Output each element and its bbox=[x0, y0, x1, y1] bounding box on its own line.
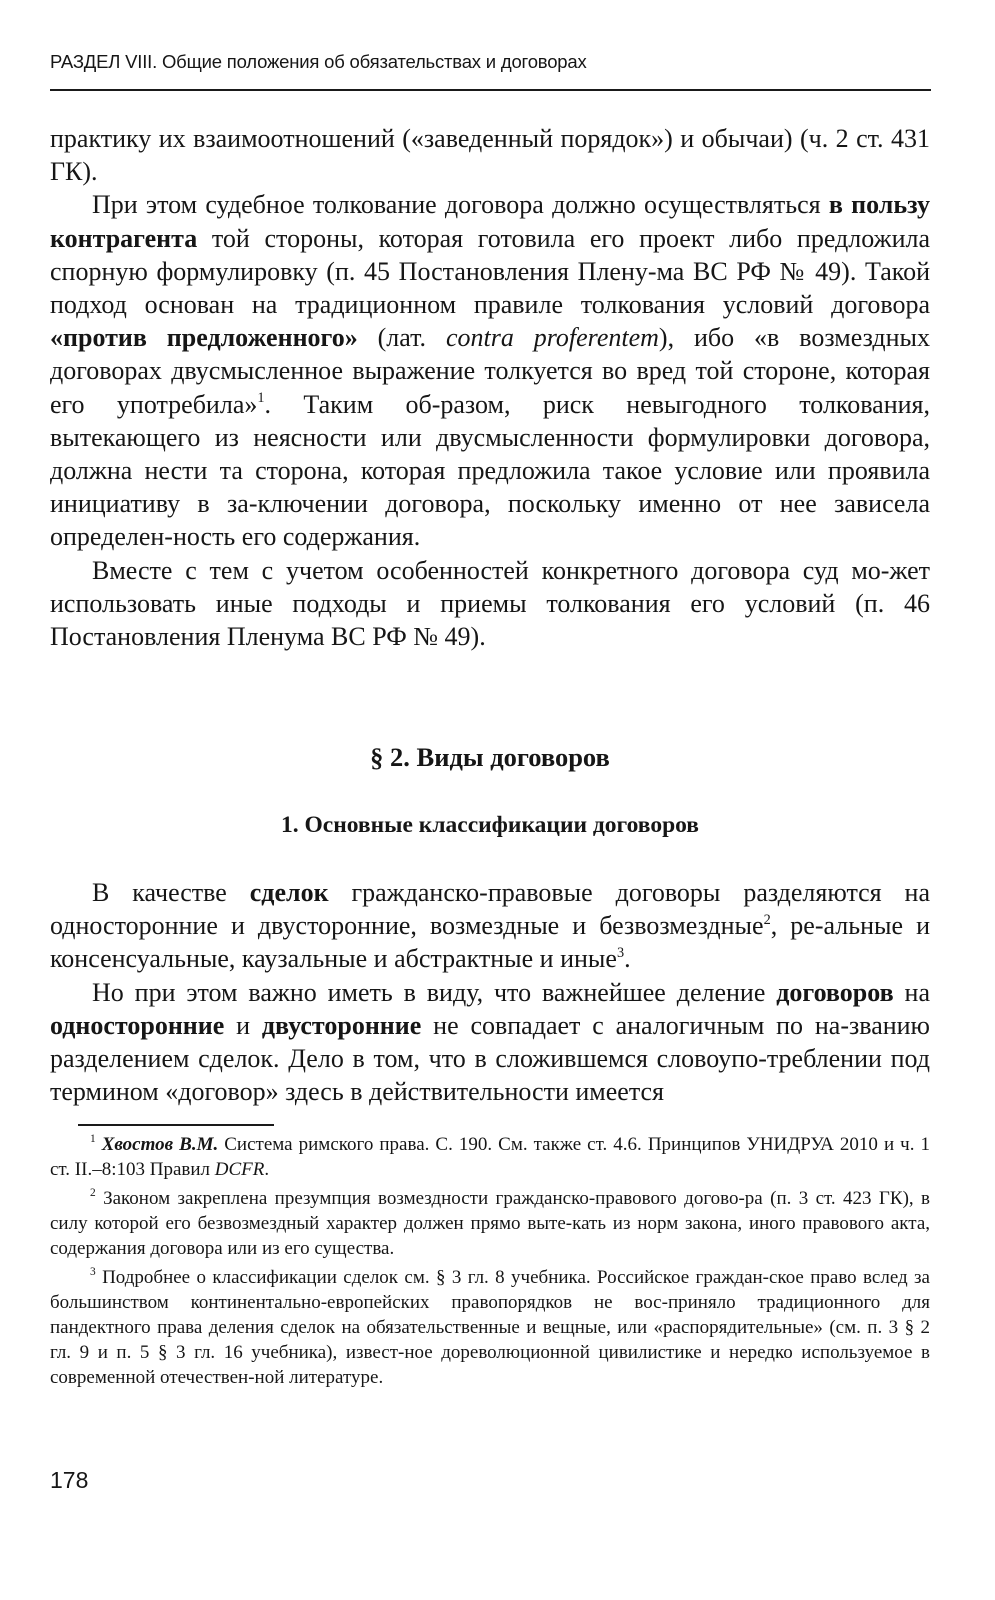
footnotes bbox=[50, 1132, 930, 1394]
text-run: В качестве bbox=[92, 878, 250, 907]
footnote-italic: DCFR bbox=[214, 1159, 265, 1180]
paragraph-4 bbox=[50, 876, 930, 976]
footnote-ref-2: 2 bbox=[763, 911, 771, 928]
text-run: Но при этом важно иметь в виду, что важнейшее деление bbox=[92, 977, 777, 1007]
footnote-1 bbox=[50, 1132, 930, 1182]
paragraph-2 bbox=[50, 188, 930, 553]
footnote-3 bbox=[50, 1265, 930, 1390]
footnote-number: 2 bbox=[90, 1186, 96, 1199]
text-run: . bbox=[624, 944, 631, 974]
bold-term: двусторонние bbox=[261, 1010, 422, 1040]
section-heading: § 2. Виды договоров bbox=[370, 742, 610, 772]
footnote-ref-3: 3 bbox=[616, 944, 625, 961]
footnote-number: 1 bbox=[90, 1132, 96, 1145]
bold-term: «против предложенного» bbox=[50, 323, 358, 353]
text-run: на bbox=[893, 977, 930, 1007]
paragraph-5 bbox=[50, 976, 930, 1109]
bold-term: в пользу контрагента bbox=[50, 190, 931, 253]
bold-term: договоров bbox=[776, 977, 894, 1007]
footnote-text: Система римского права. С. 190. См. также ст. 4.6. Принципов УНИДРУА 2010 и ч. 1 ст. II.–8:103 Правил bbox=[50, 1134, 930, 1180]
text-run: (лат. bbox=[357, 323, 446, 353]
text-run: и bbox=[224, 1010, 262, 1040]
text-run: не совпадает с аналогичным по на-званию разделением сделок. Дело в том, что в сложившемся словоупо-треблении под термином «договор» здесь в действительности имеется bbox=[50, 1010, 930, 1107]
text-run: ), ибо «в возмездных договорах двусмысленное выражение толкуется во вред той стороне, которая его употребила» bbox=[50, 323, 930, 419]
paragraph-3: Вместе с тем с учетом особенностей конкретного договора суд мо-жет использовать иные подходы и приемы толкования его условий (п. 46 Постановления Пленума ВС РФ № 49). bbox=[50, 555, 930, 652]
header-rule bbox=[50, 89, 931, 91]
footnote-text: . bbox=[264, 1159, 270, 1180]
text-run: При этом судебное толкование договора должно осуществляться bbox=[92, 190, 829, 220]
footnote-ref-1: 1 bbox=[257, 389, 265, 406]
body-text-upper bbox=[50, 122, 930, 653]
text-run: . Таким об-разом, риск невыгодного толкования, вытекающего из неясности или двусмысленности формулировки договора, должна нести та сторона, которая предложила такое условие или проявила инициативу в за-ключении договора, поскольку именно от нее зависела определен-ность его содержания. bbox=[50, 389, 930, 552]
footnote-separator bbox=[78, 1124, 274, 1126]
footnote-author: Хвостов В.М. bbox=[101, 1134, 219, 1155]
text-run: , ре-альные и консенсуальные, каузальные и абстрактные и иные bbox=[50, 911, 930, 974]
latin-term: contra proferentem bbox=[445, 323, 659, 353]
bold-term: односторонние bbox=[50, 1010, 225, 1040]
footnote-text: Законом закреплена презумпция возмездности гражданско-правового догово-ра (п. 3 ст. 423 ГК), в силу которой его безвозмездный характер должен прямо выте-кать из норм закона, иного правового акта, содержания договора или из его существа. bbox=[50, 1188, 931, 1259]
bold-term: сделок bbox=[249, 878, 329, 907]
subsection-heading: 1. Основные классификации договоров bbox=[281, 812, 699, 838]
footnote-number: 3 bbox=[90, 1265, 96, 1278]
footnote-text: Подробнее о классификации сделок см. § 3 гл. 8 учебника. Российское граждан-ское право вслед за большинством континентально-европейских правопорядков не вос-приняло традиционного для пандектного права деления сделок на обязательственные и вещные, или «распорядительные» (см. п. 3 § 2 гл. 9 и п. 5 § 3 гл. 16 учебника), извест-ное дореволюционной цивилистике и нередко используемое в современной отечествен-ной литературе. bbox=[50, 1267, 930, 1388]
footnote-2 bbox=[50, 1186, 930, 1261]
body-text-lower bbox=[50, 876, 930, 1108]
text-run: гражданско-правовые договоры разделяются на односторонние и двусторонние, возмездные и безвозмездные bbox=[50, 878, 930, 941]
paragraph-1: практику их взаимоотношений («заведенный порядок») и обычаи) (ч. 2 ст. 431 ГК). bbox=[50, 124, 930, 187]
text-run: той стороны, которая готовила его проект либо предложила спорную формулировку (п. 45 Постановления Плену-ма ВС РФ № 49). Такой подход основан на традиционном правиле толкования условий договора bbox=[50, 223, 930, 320]
running-head: РАЗДЕЛ VIII. Общие положения об обязательствах и договорах bbox=[50, 51, 587, 72]
page-number: 178 bbox=[50, 1467, 89, 1493]
